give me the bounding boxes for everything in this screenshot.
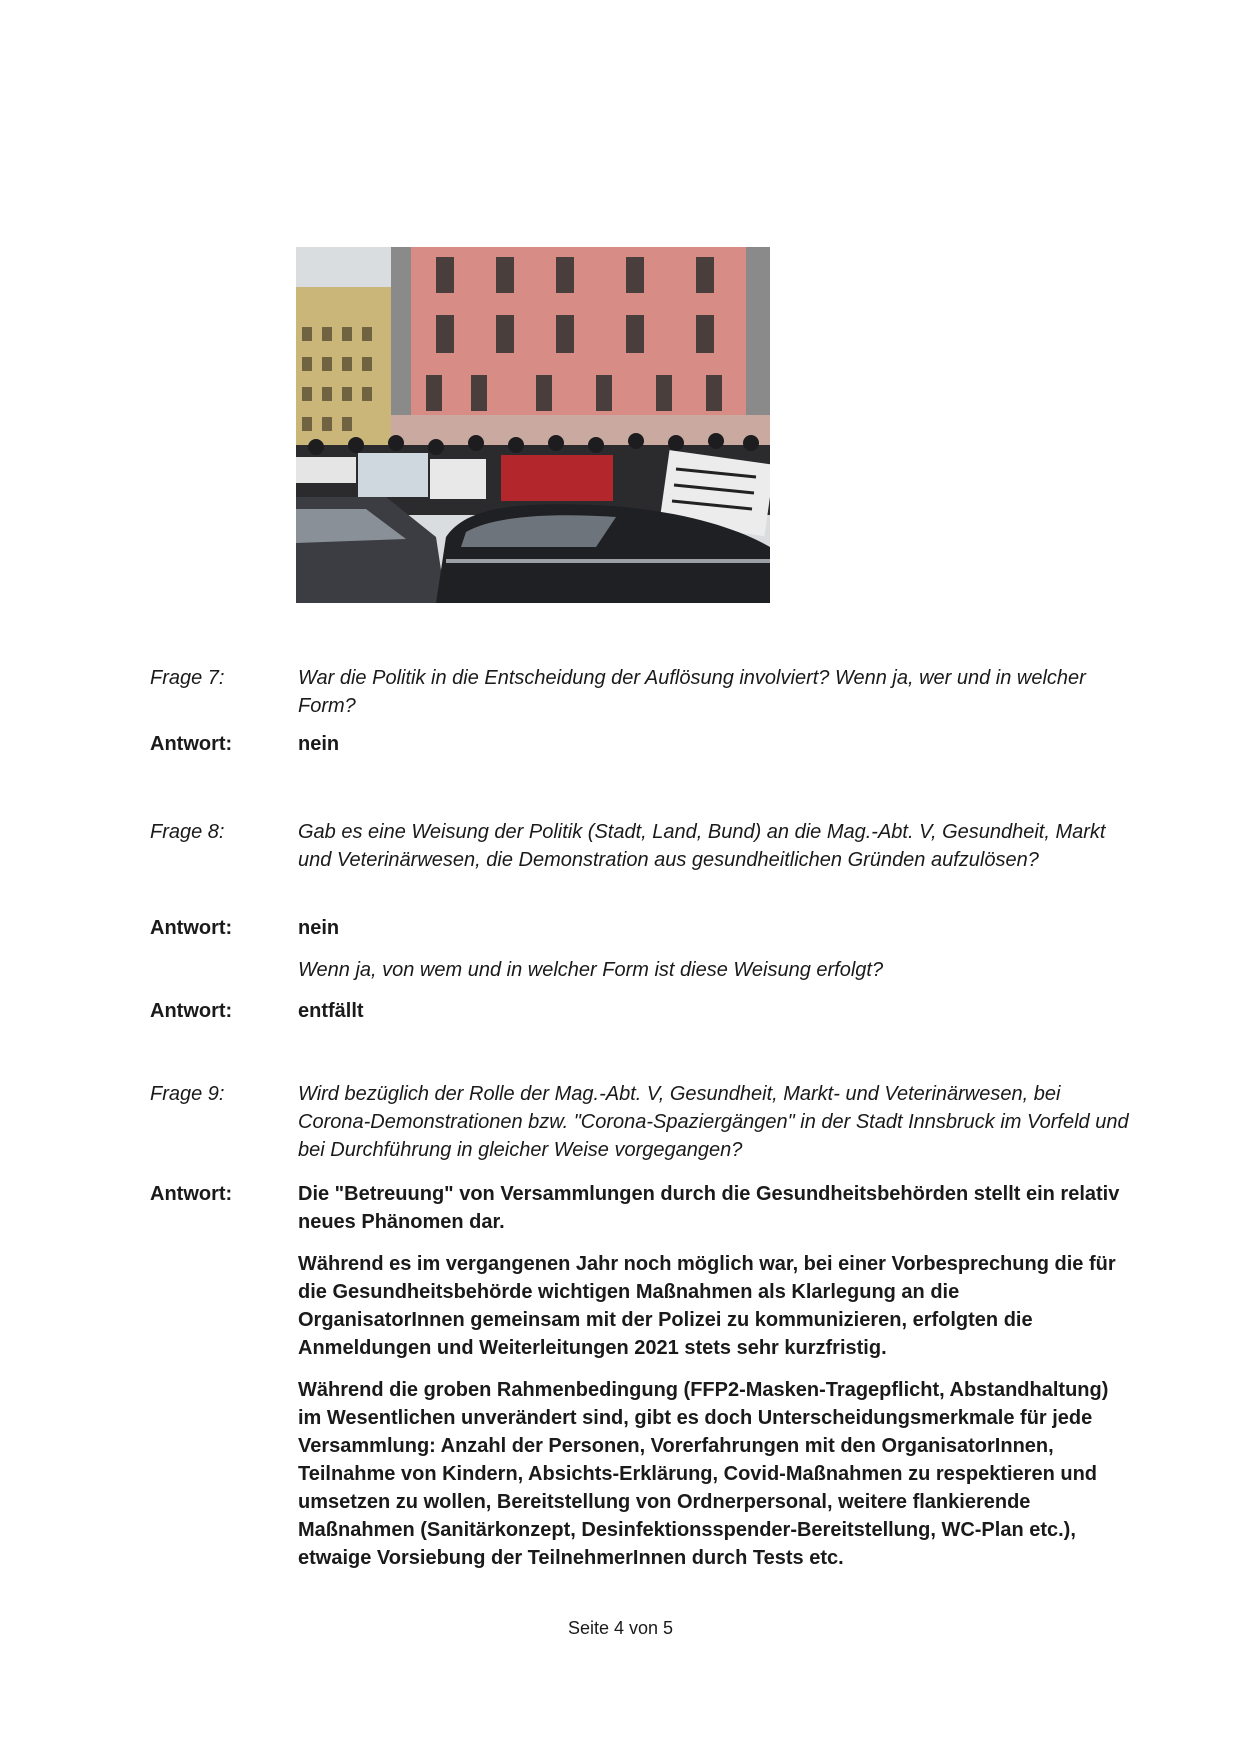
question-9-label: Frage 9: xyxy=(150,1083,225,1105)
answer-7-label: Antwort: xyxy=(150,733,233,755)
answer-9-row xyxy=(150,1180,1130,1586)
answer-9-paragraph: Während es im vergangenen Jahr noch möglich war, bei einer Vorbesprechung die für die Gesundheitsbehörde wichtigen Maßnahmen als Klarlegung an die OrganisatorInnen gemeinsam mit der Polizei zu kommunizieren, erfolgten die Anmeldungen und Weiterleitungen 2021 stets sehr kurzfristig. xyxy=(298,1253,1116,1359)
answer-9-paragraph: Während die groben Rahmenbedingung (FFP2-Masken-Tragepflicht, Abstandhaltung) im Wesentlichen unverändert sind, gibt es doch Unterscheidungsmerkmale für jede Versammlung: Anzahl der Personen, Vorerfahrungen mit den OrganisatorInnen, Teilnahme von Kindern, Absichts-Erklärung, Covid-Maßnahmen zu respektieren und umsetzen zu wollen, Bereitstellung von Ordnerpersonal, weitere flankierende Maßnahmen (Sanitärkonzept, Desinfektionsspender-Bereitstellung, WC-Plan etc.), etwaige Vorsiebung der TeilnehmerInnen durch Tests etc. xyxy=(298,1379,1109,1569)
answer-7-row xyxy=(150,730,1130,758)
answer-9-paragraph: Die "Betreuung" von Versammlungen durch die Gesundheitsbehörden stellt ein relativ neues Phänomen dar. xyxy=(298,1183,1120,1233)
answer-7-text: nein xyxy=(298,733,340,755)
question-8-followup-row xyxy=(150,956,1130,984)
answer-8-text: nein xyxy=(298,917,340,939)
question-8-label: Frage 8: xyxy=(150,821,225,843)
answer-8-followup-text: entfällt xyxy=(298,1000,364,1022)
question-8-row xyxy=(150,818,1130,874)
question-8-followup-text: Wenn ja, von wem und in welcher Form ist diese Weisung erfolgt? xyxy=(298,959,884,981)
question-9-text: Wird bezüglich der Rolle der Mag.-Abt. V, Gesundheit, Markt- und Veterinärwesen, bei Corona-Demonstrationen bzw. "Corona-Spaziergängen" in der Stadt Innsbruck im Vorfeld und bei Durchführung in gleicher Weise vorgegangen? xyxy=(298,1083,1129,1161)
question-9-row xyxy=(150,1080,1130,1164)
answer-9-label: Antwort: xyxy=(150,1183,233,1205)
answer-8-followup-row xyxy=(150,997,1130,1025)
question-7-row xyxy=(150,664,1130,720)
question-8-text: Gab es eine Weisung der Politik (Stadt, Land, Bund) an die Mag.-Abt. V, Gesundheit, Markt und Veterinärwesen, die Demonstration aus gesundheitlichen Gründen aufzulösen? xyxy=(298,821,1106,871)
page-footer: Seite 4 von 5 xyxy=(567,1618,674,1638)
answer-8-label: Antwort: xyxy=(150,917,233,939)
question-7-text: War die Politik in die Entscheidung der Auflösung involviert? Wenn ja, wer und in welcher Form? xyxy=(298,667,1086,717)
answer-9-body xyxy=(298,1180,1130,1586)
question-7-label: Frage 7: xyxy=(150,667,225,689)
answer-8-followup-label: Antwort: xyxy=(150,1000,233,1022)
answer-8-row xyxy=(150,914,1130,942)
demonstration-photo xyxy=(296,247,770,603)
